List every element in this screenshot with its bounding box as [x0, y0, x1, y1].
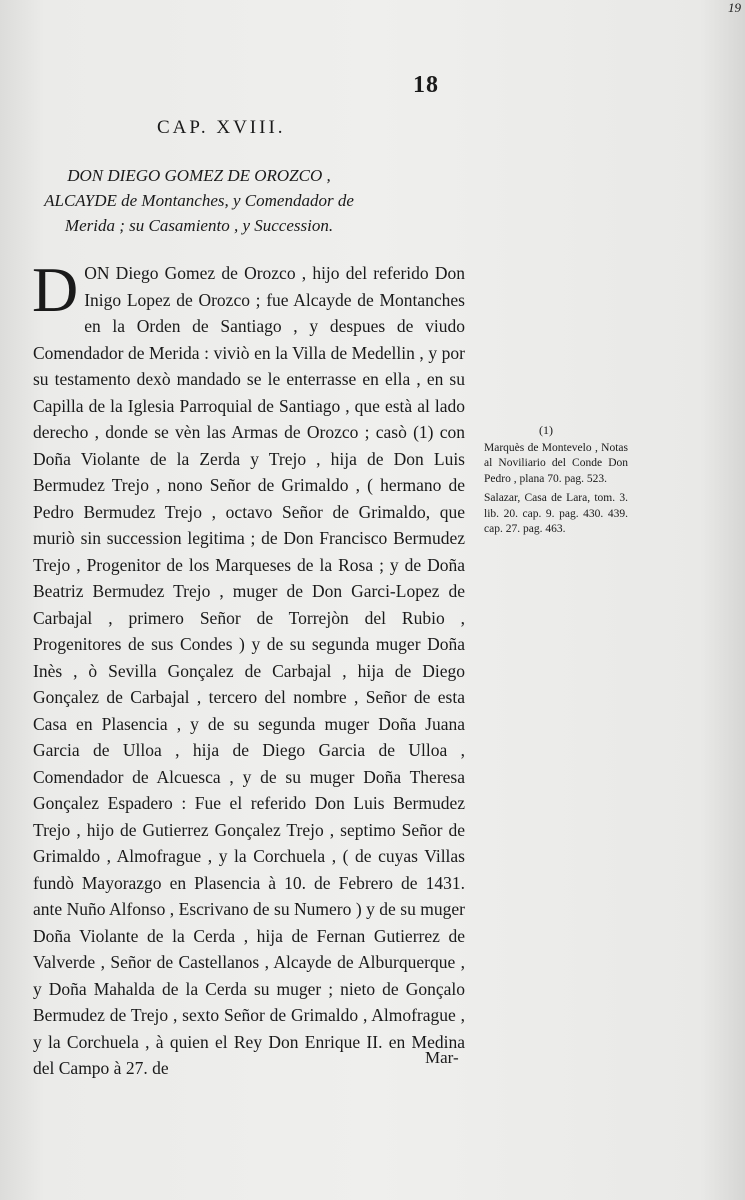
margin-note-1: Marquès de Montevelo , Notas al Noviliario del Conde Don Pedro , plana 70. pag. 523.: [484, 441, 628, 485]
page-number: 18: [413, 72, 439, 98]
margin-notes: [476, 423, 738, 542]
corner-page-number: 19: [728, 0, 741, 15]
chapter-subtitle: DON DIEGO GOMEZ DE OROZCO , ALCAYDE de Montanches, y Comendador de Merida ; su Casamiento , y Succession.: [44, 166, 354, 235]
body-paragraph: [32, 254, 465, 1082]
catchword: Mar-: [425, 1048, 459, 1067]
note-marker: (1): [539, 423, 553, 437]
chapter-title: CAP. XVIII.: [157, 117, 286, 138]
margin-note-2: Salazar, Casa de Lara, tom. 3. lib. 20. cap. 9. pag. 430. 439. cap. 27. pag. 463.: [484, 492, 628, 535]
body-text: ON Diego Gomez de Orozco , hijo del referido Don Inigo Lopez de Orozco ; fue Alcayde de Montanches en la Orden de Santiago , y despues de viudo Comendador de Merida : viviò en la Villa de Medellin , y por su testamento dexò mandado se le enterrasse en ella , en su Capilla de la Iglesia Parroquial de Santiago , que està al lado derecho , donde se vèn las Armas de Orozco ; casò (1) con Doña Violante de la Zerda y Trejo , hija de Don Luis Bermudez Trejo , nono Señor de Grimaldo , ( hermano de Pedro Bermudez Trejo , octavo Señor de Grimaldo, que muriò sin succession legitima ; de Don Francisco Bermudez Trejo , Progenitor de los Marqueses de la Rosa ; y de Doña Beatriz Bermudez Trejo , muger de Don Garci-Lopez de Carbajal , primero Señor de Torrejòn del Rubio , Progenitores de sus Condes ) y de su segunda muger Doña Inès , ò Sevilla Gonçalez de Carbajal , hija de Diego Gonçalez de Carbajal , tercero del nombre , Señor de esta Casa en Plasencia , y de su segunda muger Doña Juana Garcia de Ulloa , hija de Diego Garcia de Ulloa , Comendador de Alcuesca , y de su muger Doña Theresa Gonçalez Espadero : Fue el referido Don Luis Bermudez Trejo , hijo de Gutierrez Gonçalez Trejo , septimo Señor de Grimaldo , Almofrague , y la Corchuela , ( de cuyas Villas fundò Mayorazgo en Plasencia à 10. de Febrero de 1431. ante Nuño Alfonso , Escrivano de su Numero ) y de su muger Doña Violante de la Cerda , hija de Fernan Gutierrez de Valverde , Señor de Castellanos , Alcayde de Alburquerque , y Doña Mahalda de la Cerda su muger ; nieto de Gonçalo Bermudez de Trejo , sexto Señor de Grimaldo , Almofrague , y la Corchuela , à quien el Rey Don Enrique II. en Medina del Campo à 27. de: [33, 263, 465, 1078]
drop-cap: D: [32, 254, 79, 325]
